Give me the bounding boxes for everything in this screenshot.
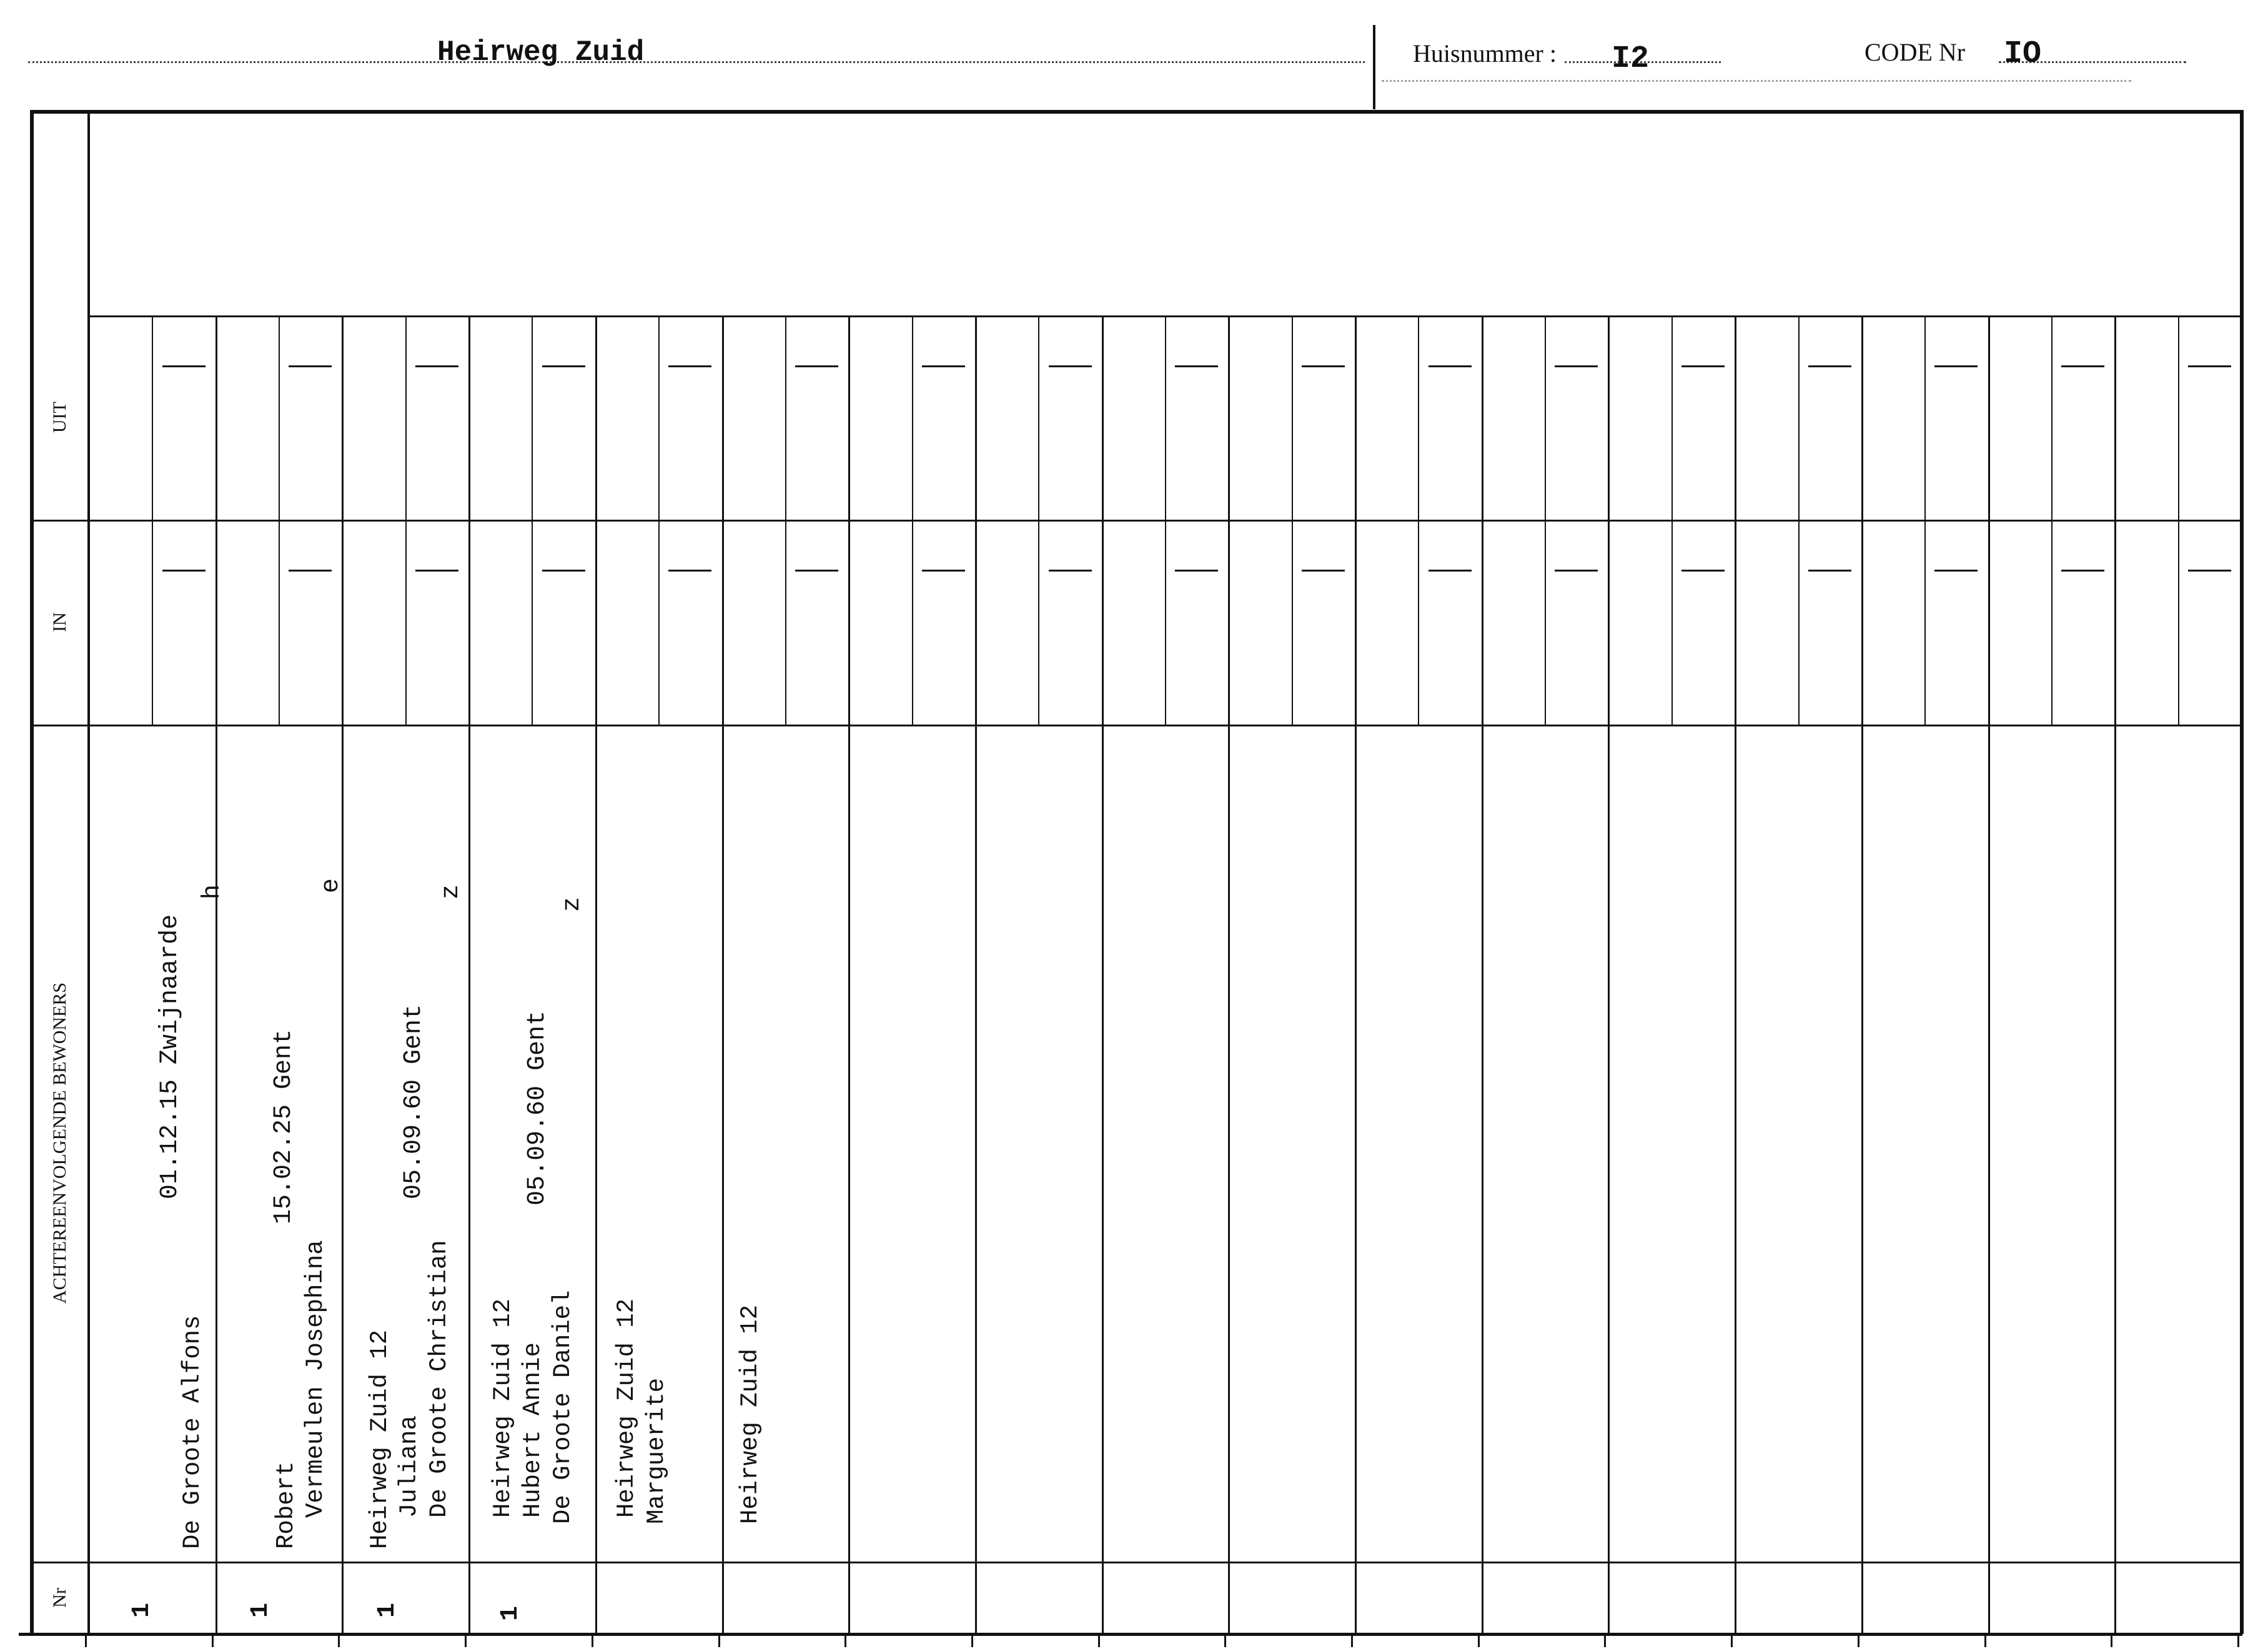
uit-date-dash <box>289 365 332 367</box>
date-subcolumn-divider <box>532 315 533 725</box>
column-divider <box>1482 315 1483 1634</box>
right-dotted-line <box>1382 80 2131 82</box>
column-divider <box>848 315 850 1634</box>
bottom-tick <box>1224 1635 1226 1647</box>
in-date-dash <box>1681 570 1725 572</box>
code-value: IO <box>2004 36 2042 72</box>
row-divider-uit-in <box>30 520 2242 522</box>
resident-address: Heirweg Zuid 12 <box>366 1329 394 1549</box>
resident-given: Robert <box>272 1461 300 1549</box>
resident-address: Heirweg Zuid 12 <box>489 1298 517 1518</box>
resident-nr: 1 <box>128 1602 156 1618</box>
column-divider <box>1228 315 1230 1634</box>
date-subcolumn-divider <box>1671 315 1673 725</box>
in-date-dash <box>1808 570 1851 572</box>
resident-birth: 05.09.60 Gent <box>523 1010 552 1206</box>
in-date-dash <box>289 570 332 572</box>
bottom-tick <box>1351 1635 1353 1647</box>
bottom-tick <box>85 1635 87 1647</box>
bottom-tick <box>592 1635 593 1647</box>
date-subcolumn-divider <box>785 315 786 725</box>
bottom-tick <box>1478 1635 1480 1647</box>
date-subcolumn-divider <box>1418 315 1419 725</box>
resident-surname: Vermeulen Josephina <box>302 1240 329 1518</box>
bottom-tick <box>1984 1635 1986 1647</box>
uit-date-dash <box>542 365 585 367</box>
resident-birth: 15.02.25 Gent <box>270 1029 298 1224</box>
date-subcolumn-divider <box>1924 315 1926 725</box>
resident-4-entry <box>485 1290 797 1524</box>
resident-surname: De Groote Christian <box>425 1240 453 1518</box>
in-date-dash <box>922 570 965 572</box>
uit-date-dash <box>1049 365 1092 367</box>
date-subcolumn-divider <box>1545 315 1546 725</box>
resident-given: Hubert Annie <box>519 1342 547 1518</box>
street-dotted-line <box>28 61 1365 63</box>
resident-nr: 1 <box>374 1602 402 1618</box>
label-column-divider <box>87 110 90 1634</box>
date-subcolumn-divider <box>279 315 280 725</box>
in-date-dash <box>1555 570 1598 572</box>
resident-surname: De Groote Alfons <box>179 1315 206 1549</box>
uit-date-dash <box>1934 365 1978 367</box>
resident-address: Heirweg Zuid 12 <box>613 1298 640 1518</box>
uit-date-dash <box>415 365 458 367</box>
uit-date-dash <box>1808 365 1851 367</box>
uit-date-dash <box>1175 365 1218 367</box>
frame-bottom <box>19 1633 2242 1636</box>
resident-given: Marguerite <box>643 1377 670 1524</box>
uit-date-dash <box>795 365 838 367</box>
date-subcolumn-divider <box>152 315 153 725</box>
date-subcolumn-divider <box>1292 315 1293 725</box>
in-date-dash <box>1934 570 1978 572</box>
date-subcolumn-divider <box>912 315 913 725</box>
resident-code: z <box>558 896 587 912</box>
bottom-tick <box>338 1635 340 1647</box>
resident-code: h <box>199 884 227 899</box>
resident-code: e <box>317 878 345 893</box>
uit-date-dash <box>1555 365 1598 367</box>
column-divider <box>1861 315 1863 1634</box>
in-date-dash <box>668 570 711 572</box>
date-subcolumn-divider <box>1165 315 1166 725</box>
column-divider <box>1735 315 1736 1634</box>
resident-nr: 1 <box>247 1602 275 1618</box>
street-name: Heirweg Zuid <box>437 36 645 69</box>
uit-date-dash <box>1681 365 1725 367</box>
uit-label: UIT <box>49 402 70 433</box>
date-subcolumn-divider <box>2178 315 2179 725</box>
frame-right <box>2240 110 2244 1634</box>
uit-date-dash <box>2188 365 2231 367</box>
bottom-tick <box>718 1635 720 1647</box>
bottom-tick <box>212 1635 214 1647</box>
uit-date-dash <box>922 365 965 367</box>
resident-birth: 01.12.15 Zwijnaarde <box>156 914 184 1199</box>
bewoners-label: ACHTEREENVOLGENDE BEWONERS <box>49 982 70 1304</box>
in-date-dash <box>162 570 206 572</box>
bottom-tick <box>1604 1635 1606 1647</box>
bottom-tick <box>1731 1635 1733 1647</box>
bottom-tick <box>2237 1635 2239 1647</box>
uit-date-dash <box>162 365 206 367</box>
uit-date-dash <box>1302 365 1345 367</box>
code-label: CODE Nr <box>1864 38 1966 66</box>
date-subcolumn-divider <box>405 315 407 725</box>
huisnummer-value: I2 <box>1612 41 1650 77</box>
bottom-tick <box>1858 1635 1859 1647</box>
column-divider <box>1988 315 1990 1634</box>
date-subcolumn-divider <box>1038 315 1039 725</box>
row-divider-in-bewoners <box>30 725 2242 726</box>
frame-left <box>30 110 34 1634</box>
bottom-tick <box>2111 1635 2112 1647</box>
bottom-tick <box>971 1635 973 1647</box>
resident-address: Heirweg Zuid 12 <box>736 1304 764 1524</box>
frame-top <box>30 110 2242 114</box>
resident-nr: 1 <box>497 1605 525 1621</box>
in-date-dash <box>1429 570 1472 572</box>
in-date-dash <box>2188 570 2231 572</box>
resident-given: Juliana <box>395 1415 423 1518</box>
date-subcolumn-divider <box>1798 315 1800 725</box>
uit-date-dash <box>668 365 711 367</box>
uit-date-dash <box>1429 365 1472 367</box>
resident-birth: 05.09.60 Gent <box>400 1004 428 1199</box>
in-date-dash <box>795 570 838 572</box>
date-subcolumn-divider <box>2051 315 2053 725</box>
in-date-dash <box>1302 570 1345 572</box>
in-label: IN <box>49 612 70 632</box>
in-date-dash <box>1175 570 1218 572</box>
in-date-dash <box>415 570 458 572</box>
resident-surname: De Groote Daniel <box>549 1290 577 1524</box>
in-date-dash <box>2061 570 2104 572</box>
bottom-tick <box>465 1635 467 1647</box>
date-subcolumn-divider <box>658 315 660 725</box>
in-date-dash <box>1049 570 1092 572</box>
nr-label: Nr <box>49 1588 70 1608</box>
uit-date-dash <box>2061 365 2104 367</box>
huisnummer-label: Huisnummer : <box>1413 39 1557 67</box>
bottom-tick <box>1098 1635 1100 1647</box>
bottom-tick <box>844 1635 846 1647</box>
row-divider-bewoners-nr <box>30 1562 2242 1563</box>
column-divider <box>1608 315 1610 1634</box>
resident-code: z <box>437 884 465 899</box>
header-divider <box>1373 25 1375 109</box>
column-divider <box>1355 315 1357 1634</box>
form-header <box>0 0 2268 112</box>
in-date-dash <box>542 570 585 572</box>
column-divider <box>1102 315 1104 1634</box>
column-divider <box>975 315 977 1634</box>
column-divider <box>2114 315 2116 1634</box>
